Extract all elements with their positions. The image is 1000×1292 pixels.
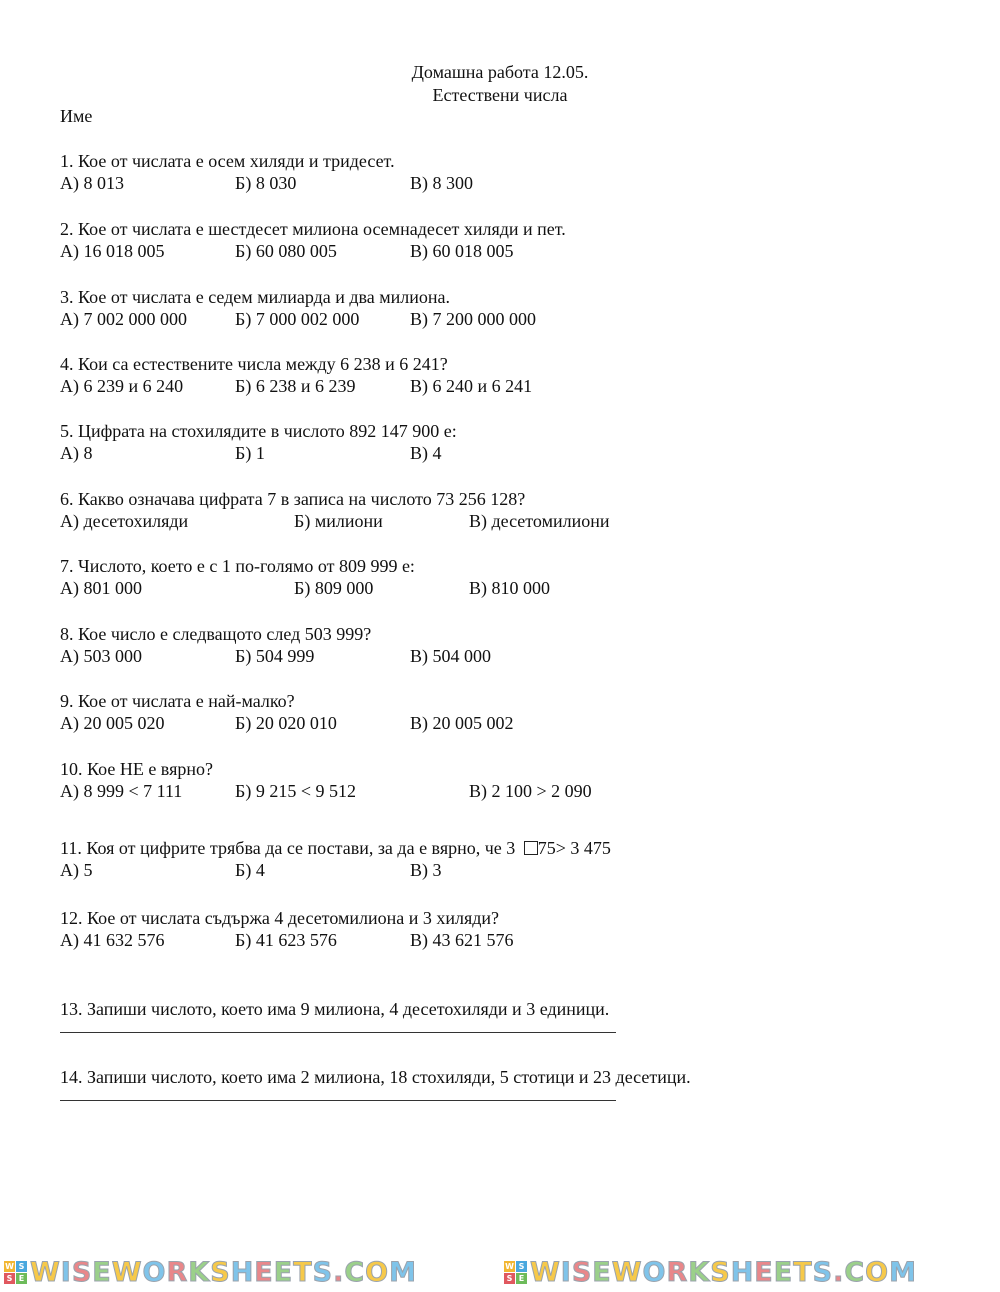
question-text-start: 11. Коя от цифрите трябва да се постави, за да е вярно, че 3 [60,838,520,858]
option-b[interactable]: Б) 20 020 010 [235,713,337,733]
answer-options [60,577,960,600]
option-c[interactable]: В) десетомилиони [469,511,610,531]
option-c[interactable]: В) 504 000 [410,646,491,666]
answer-options [60,645,960,668]
question-14 [60,1066,960,1101]
worksheet-subtitle: Естествени числа [432,85,568,105]
question-11 [60,837,960,882]
question-text: 10. Кое НЕ е вярно? [60,759,213,779]
logo-cell: S [16,1261,27,1272]
option-b[interactable]: Б) 1 [235,443,265,463]
option-a[interactable]: А) 503 000 [60,646,142,666]
question-text: 12. Кое от числата съдържа 4 десетомилиона и 3 хиляди? [60,908,500,928]
watermark-logo-icon [504,1261,527,1284]
logo-cell: S [4,1273,15,1284]
answer-options [60,172,960,195]
question-text: 13. Запиши числото, което има 9 милиона, 4 десетохиляди и 3 единици. [60,999,610,1019]
option-b[interactable]: Б) 9 215 < 9 512 [235,781,356,801]
option-c[interactable]: В) 4 [410,443,442,463]
question-5 [60,420,960,465]
question-text-end: 75> 3 475 [537,838,611,858]
question-text: 1. Кое от числата е осем хиляди и тридесет. [60,151,395,171]
option-b[interactable]: Б) 7 000 002 000 [235,309,360,329]
question-text: 3. Кое от числата е седем милиарда и два милиона. [60,287,451,307]
question-text: 7. Числото, което е с 1 по-голямо от 809 999 е: [60,556,415,576]
option-a[interactable]: А) 5 [60,860,93,880]
question-2 [60,218,960,263]
answer-options [60,442,960,465]
option-b[interactable]: Б) милиони [294,511,383,531]
option-a[interactable]: А) 801 000 [60,578,142,598]
option-b[interactable]: Б) 504 999 [235,646,315,666]
option-c[interactable]: В) 20 005 002 [410,713,514,733]
watermark-left [0,1252,500,1292]
answer-options [60,240,960,263]
question-12 [60,907,960,952]
option-a[interactable]: А) 8 [60,443,93,463]
logo-cell: E [16,1273,27,1284]
option-c[interactable]: В) 2 100 > 2 090 [469,781,592,801]
option-b[interactable]: Б) 41 623 576 [235,930,337,950]
option-c[interactable]: В) 8 300 [410,173,473,193]
option-a[interactable]: А) 16 018 005 [60,241,165,261]
watermark-text: WISEWORKSHEETS.COM [530,1256,917,1288]
watermark-right [500,1252,1000,1292]
question-6 [60,488,960,533]
answer-options [60,510,960,533]
question-3 [60,286,960,331]
option-c[interactable]: В) 6 240 и 6 241 [410,376,533,396]
question-text: 5. Цифрата на стохилядите в числото 892 147 900 е: [60,421,457,441]
empty-box-icon [524,841,538,855]
watermark-logo-icon [4,1261,27,1284]
watermark-footer [0,1252,1000,1292]
question-text: 9. Кое от числата е най-малко? [60,691,295,711]
option-c[interactable]: В) 3 [410,860,442,880]
option-a[interactable]: А) 20 005 020 [60,713,165,733]
question-8 [60,623,960,668]
answer-options [60,859,960,882]
logo-cell: E [516,1273,527,1284]
question-text: 14. Запиши числото, което има 2 милиона, 18 стохиляди, 5 стотици и 23 десетици. [60,1067,691,1087]
logo-cell: S [516,1261,527,1272]
option-a[interactable]: А) 41 632 576 [60,930,165,950]
option-c[interactable]: В) 60 018 005 [410,241,514,261]
name-label: Име [60,106,93,126]
logo-cell: W [505,1261,514,1271]
option-b[interactable]: Б) 8 030 [235,173,297,193]
answer-options [60,375,960,398]
question-10 [60,758,960,803]
option-a[interactable]: А) 8 999 < 7 111 [60,781,183,801]
answer-options [60,780,960,803]
question-text: 6. Какво означава цифрата 7 в записа на числото 73 256 128? [60,489,526,509]
question-9 [60,690,960,735]
question-4 [60,353,960,398]
option-b[interactable]: Б) 6 238 и 6 239 [235,376,356,396]
option-b[interactable]: Б) 60 080 005 [235,241,337,261]
option-a[interactable]: А) 7 002 000 000 [60,309,187,329]
answer-line[interactable] [60,1090,616,1101]
option-c[interactable]: В) 43 621 576 [410,930,514,950]
answer-options [60,929,960,952]
question-text [60,837,960,859]
question-text: 4. Кои са естествените числа между 6 238 и 6 241? [60,354,448,374]
option-b[interactable]: Б) 809 000 [294,578,374,598]
answer-line[interactable] [60,1022,616,1033]
question-text: 8. Кое число е следващото след 503 999? [60,624,372,644]
answer-options [60,308,960,331]
question-13 [60,998,960,1033]
worksheet-title: Домашна работа 12.05. [411,62,589,82]
option-b[interactable]: Б) 4 [235,860,265,880]
question-1 [60,150,960,195]
question-text: 2. Кое от числата е шестдесет милиона осемнадесет хиляди и пет. [60,219,566,239]
answer-options [60,712,960,735]
option-c[interactable]: В) 810 000 [469,578,550,598]
watermark-text: WISEWORKSHEETS.COM [30,1256,417,1288]
option-a[interactable]: А) 8 013 [60,173,124,193]
question-7 [60,555,960,600]
logo-cell: S [504,1273,515,1284]
option-c[interactable]: В) 7 200 000 000 [410,309,536,329]
option-a[interactable]: А) 6 239 и 6 240 [60,376,184,396]
logo-cell: W [5,1261,14,1271]
option-a[interactable]: А) десетохиляди [60,511,189,531]
